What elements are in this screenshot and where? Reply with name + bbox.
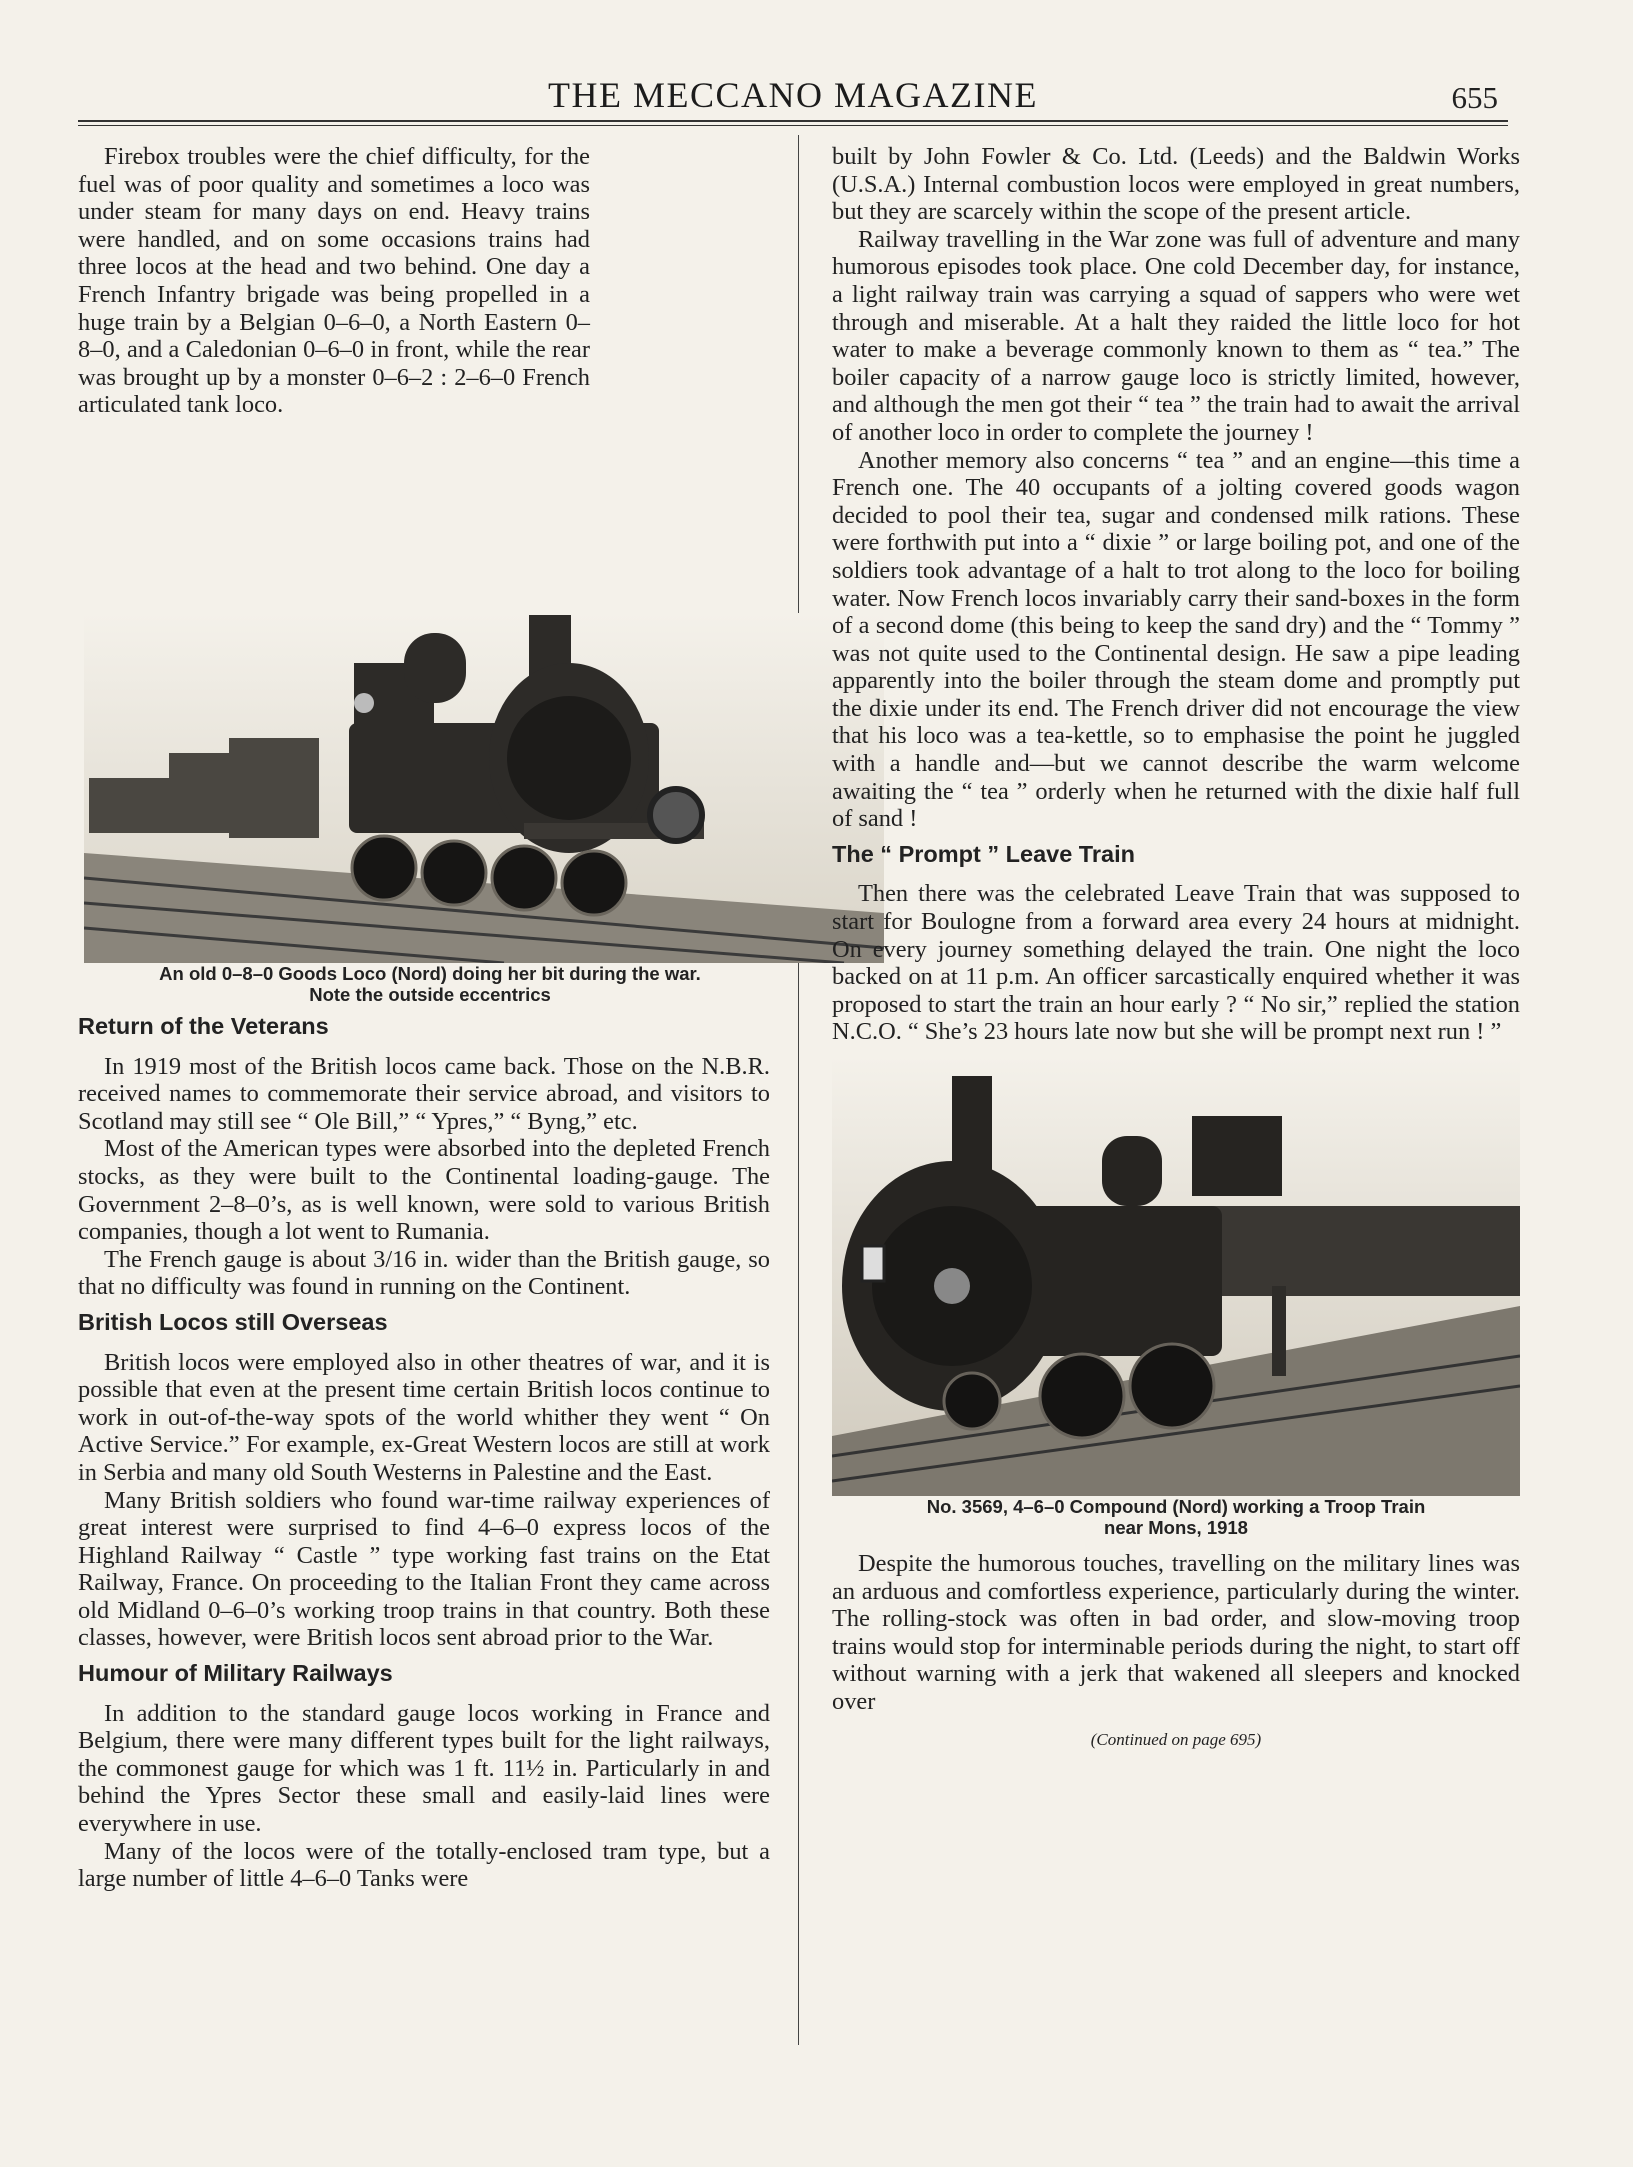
paragraph-american-types: Most of the American types were absorbed into the depleted French stocks, as they were built to the Continental loading-gauge. The Government 2–8–0’s, as is well known, were sold to various British companies, though a lot went to Rumania.: [78, 1135, 770, 1246]
paragraph-tram-type: Many of the locos were of the totally-enclosed tram type, but a large number of little 4–6–0 Tanks were: [78, 1837, 770, 1893]
paragraph-leave-train: Then there was the celebrated Leave Train that was supposed to start for Boulogne from a forward area every 24 hours at midnight. On every journey something delayed the train. One night the loco backed on at 11 p.m. An officer sarcastically enquired whether it was proposed to start the train an hour early ? “ No sir,” replied the station N.C.O. “ She’s 23 hours late now but she will be prompt next run ! ”: [832, 880, 1520, 1046]
photo1-caption-line1: An old 0–8–0 Goods Loco (Nord) doing her bit during the war.: [159, 963, 701, 984]
header-rule-thin: [78, 125, 1508, 126]
continued-note: (Continued on page 695): [1090, 1729, 1262, 1749]
paragraph-firebox: Firebox troubles were the chief difficulty, for the fuel was of poor quality and sometimes a loco was under steam for many days on end. Heavy trains were handled, and on some occasions trains had three locos at the head and two behind. One day a French Infantry brigade was being propelled in a huge train by a Belgian 0–6–0, a North Eastern 0–8–0, and a Caledonian 0–6–0 in front, while the rear was brought up by a monster 0–6–2 : 2–6–0 French articulated tank loco.: [78, 143, 590, 419]
left-column: [78, 143, 770, 1893]
right-column: [832, 143, 1520, 1753]
photo2-caption-line1: No. 3569, 4–6–0 Compound (Nord) working a Troop Train: [926, 1496, 1426, 1517]
heading-prompt-leave-train: The “ Prompt ” Leave Train: [832, 840, 1135, 867]
goods-loco-image: [84, 553, 884, 963]
header-rule: [78, 120, 1508, 122]
photo1-caption: [84, 963, 776, 1005]
troop-train-image: [832, 1056, 1520, 1496]
photo-troop-train: [832, 1056, 1520, 1538]
heading-return-of-veterans: Return of the Veterans: [78, 1013, 329, 1039]
magazine-title: THE MECCANO MAGAZINE: [548, 75, 1038, 115]
photo2-caption-line2: near Mons, 1918: [1104, 1517, 1248, 1538]
paragraph-1919: In 1919 most of the British locos came back. Those on the N.B.R. received names to commemorate their service abroad, and visitors to Scotland may still see “ Ole Bill,” “ Ypres,” “ Byng,” etc.: [78, 1052, 770, 1135]
photo1-caption-line2: Note the outside eccentrics: [309, 984, 551, 1005]
paragraph-adventure: Railway travelling in the War zone was full of adventure and many humorous episodes took place. One cold December day, for instance, a light railway train was carrying a squad of sappers who were wet through and miserable. At a halt they raided the little loco for hot water to make a beverage commonly known to them as “ tea.” The boiler capacity of a narrow gauge loco is strictly limited, however, and although the men got their “ tea ” the train had to await the arrival of another loco in order to complete the journey !: [832, 225, 1520, 446]
photo2-caption: [832, 1496, 1520, 1538]
paragraph-fowler-baldwin: built by John Fowler & Co. Ltd. (Leeds) and the Baldwin Works (U.S.A.) Internal combustion locos were employed in great numbers, but they are scarcely within the scope of the present article.: [832, 143, 1520, 226]
paragraph-other-theatres: British locos were employed also in other theatres of war, and it is possible that even at the present time certain British locos continue to work in out-of-the-way spots of the world whither they went “ On Active Service.” For example, ex-Great Western locos are still at work in Serbia and many old South Westerns in Palestine and the East.: [78, 1348, 770, 1486]
paragraph-light-railways: In addition to the standard gauge locos working in France and Belgium, there were many different types built for the light railways, the commonest gauge for which was 1 ft. 11½ in. Particularly in and behind the Ypres Sector these small and easily-laid lines were everywhere in use.: [78, 1699, 770, 1838]
page-number: 655: [1451, 80, 1498, 115]
paragraph-french-engine-tea: Another memory also concerns “ tea ” and an engine—this time a French one. The 40 occupants of a jolting covered goods wagon decided to pool their tea, sugar and condensed milk rations. These were forthwith put into a “ dixie ” or large boiling pot, and one of the soldiers took advantage of a halt to trot along to the loco for boiling water. Now French locos invariably carry their sand-boxes in the form of a second dome (this being to keep the sand dry) and the “ Tommy ” was not quite used to the Continental design. He saw a pipe leading apparently into the boiler through the steam dome and promptly put the dixie under its end. The French driver did not encourage the view that his loco was a tea-kettle, so to emphasise the point he juggled with a handle and—but we cannot describe the warm welcome awaiting the “ tea ” orderly when he returned with the dixie half full of sand !: [832, 446, 1520, 833]
paragraph-french-gauge: The French gauge is about 3/16 in. wider than the British gauge, so that no difficulty was found in running on the Continent.: [78, 1245, 770, 1301]
heading-humour-military-railways: Humour of Military Railways: [78, 1660, 393, 1687]
masthead: [78, 70, 1508, 120]
paragraph-highland-railway: Many British soldiers who found war-time railway experiences of great interest were surprised to find 4–6–0 express locos of the Highland Railway “ Castle ” type working fast trains on the Etat Railway, France. On proceeding to the Italian Front they came across old Midland 0–6–0’s working troop trains in that country. Both these classes, however, were British locos sent abroad prior to the War.: [78, 1486, 770, 1652]
paragraph-arduous: Despite the humorous touches, travelling on the military lines was an arduous and comfortless experience, particularly during the winter. The rolling-stock was often in bad order, and slow-moving troop trains would stop for interminable periods during the night, to start off without warning with a jerk that wakened all sleepers and knocked over: [832, 1550, 1520, 1715]
heading-british-locos-overseas: British Locos still Overseas: [78, 1308, 388, 1335]
